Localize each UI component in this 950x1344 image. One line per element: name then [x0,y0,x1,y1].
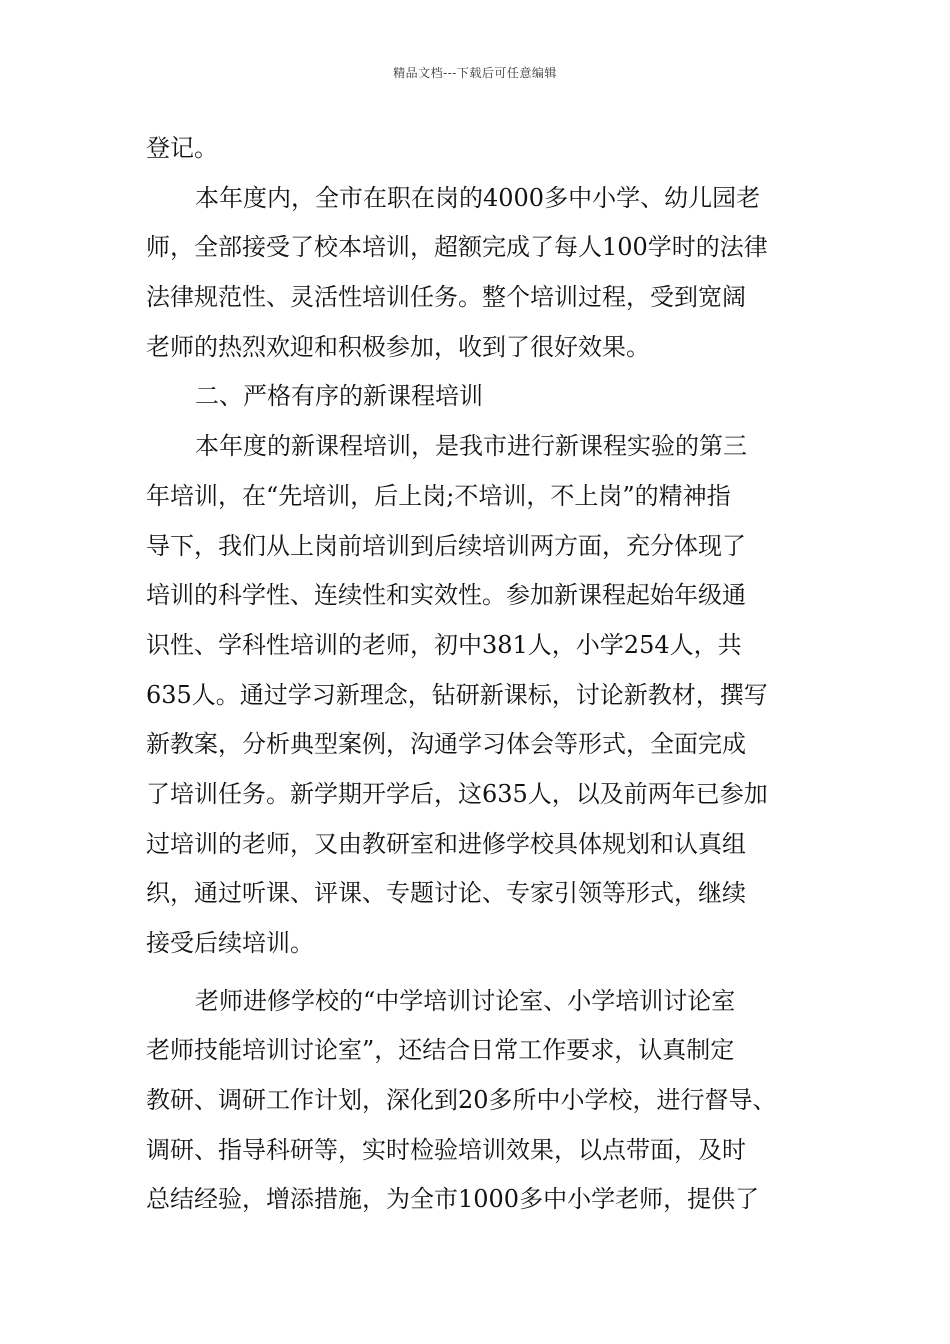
text-line: 导下，我们从上岗前培训到后续培训两方面，充分体现了 [146,531,746,560]
text-line: 教研、调研工作计划，深化到20多所中小学校，进行督导、 [146,1086,777,1115]
text-line: 老师技能培训讨论室”，还结合日常工作要求，认真制定 [146,1036,735,1065]
text-line: 了培训任务。新学期开学后，这635人，以及前两年已参加 [146,779,768,808]
paragraph-start-line: 本年度内，全市在职在岗的4000多中小学、幼儿园老 [195,183,761,212]
text-line: 登记。 [146,134,218,162]
page-header: 精品文档---下载后可任意编辑 [393,66,557,80]
section-heading: 二、严格有序的新课程培训 [195,382,483,411]
text-line: 培训的科学性、连续性和实效性。参加新课程起始年级通 [146,581,746,610]
text-line: 635人。通过学习新理念，钻研新课标，讨论新教材，撰写 [146,680,768,709]
paragraph-start-line: 老师进修学校的“中学培训讨论室、小学培训讨论室 [195,986,736,1015]
text-line: 法律规范性、灵活性培训任务。整个培训过程，受到宽阔 [146,283,746,312]
text-line: 识性、学科性培训的老师，初中381人，小学254人，共 [146,630,742,659]
paragraph-start-line: 本年度的新课程培训，是我市进行新课程实验的第三 [195,432,747,461]
text-line: 老师的热烈欢迎和积极参加，收到了很好效果。 [146,332,650,361]
document-body [146,124,816,1225]
text-line: 年培训，在“先培训，后上岗;不培训，不上岗”的精神指 [146,481,731,510]
text-line: 过培训的老师，又由教研室和进修学校具体规划和认真组 [146,829,746,858]
text-line: 新教案，分析典型案例，沟通学习体会等形式，全面完成 [146,730,746,759]
text-line: 师，全部接受了校本培训，超额完成了每人100学时的法律 [146,233,768,262]
text-line: 接受后续培训。 [146,929,314,957]
text-line: 织，通过听课、评课、专题讨论、专家引领等形式，继续 [146,879,746,908]
text-line: 调研、指导科研等，实时检验培训效果，以点带面，及时 [146,1135,746,1164]
text-line: 总结经验，增添措施，为全市1000多中小学老师，提供了 [146,1185,760,1214]
